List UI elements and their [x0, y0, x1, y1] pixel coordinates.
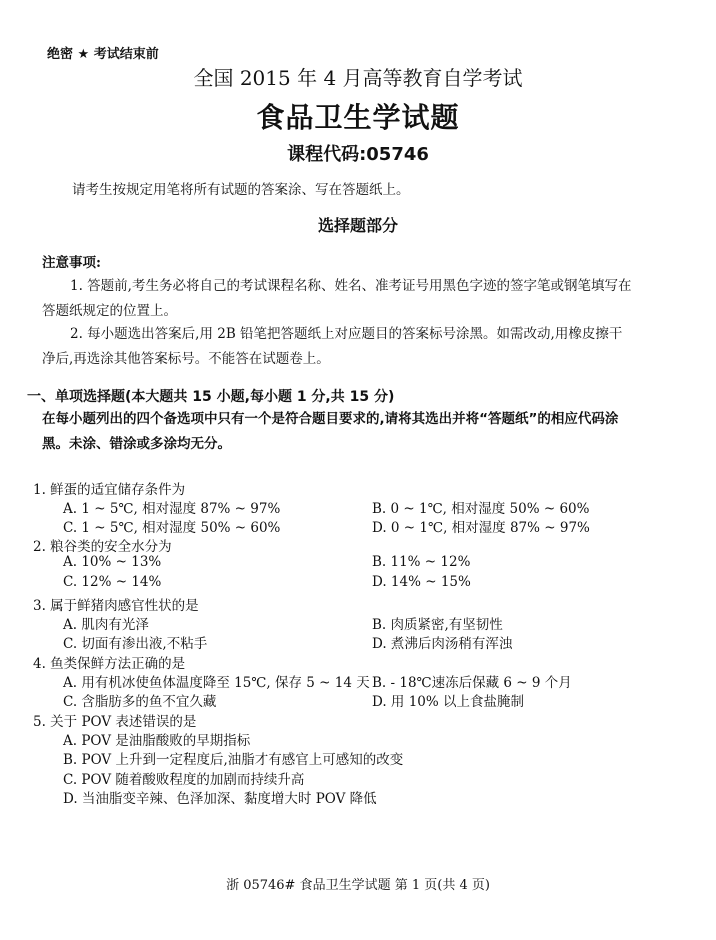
confidential-label: 绝密 ★ 考试结束前	[47, 47, 159, 62]
option-c: C. 12% ~ 14%	[63, 574, 162, 590]
option-a: A. 1 ~ 5℃, 相对湿度 87% ~ 97%	[63, 501, 281, 517]
option-a: A. 用有机冰使鱼体温度降至 15℃, 保存 5 ~ 14 天	[63, 675, 370, 691]
question-stem: 2. 粮谷类的安全水分为	[33, 539, 172, 555]
option-b: B. 肉质紧密,有坚韧性	[372, 617, 503, 633]
notes-title: 注意事项:	[42, 255, 101, 271]
question-stem: 1. 鲜蛋的适宜储存条件为	[33, 482, 186, 498]
question-stem: 3. 属于鲜猪肉感官性状的是	[33, 598, 199, 614]
option-d: D. 14% ~ 15%	[372, 574, 471, 590]
paper-title: 食品卫生学试题	[256, 101, 460, 134]
option-d: D. 当油脂变辛辣、色泽加深、黏度增大时 POV 降低	[63, 791, 377, 807]
exam-title: 全国 2015 年 4 月高等教育自学考试	[193, 66, 523, 90]
option-a: A. POV 是油脂酸败的早期指标	[63, 733, 251, 749]
question-stem: 4. 鱼类保鲜方法正确的是	[33, 656, 186, 672]
course-code: 课程代码:05746	[287, 144, 429, 165]
option-c: C. 含脂肪多的鱼不宜久藏	[63, 694, 217, 710]
option-d: D. 0 ~ 1℃, 相对湿度 87% ~ 97%	[372, 520, 590, 536]
note-1: 1. 答题前,考生务必将自己的考试课程名称、姓名、准考证号用黑色字迹的签字笔或钢笔填写在答题纸规定的位置上。	[42, 278, 632, 319]
section-heading: 选择题部分	[317, 216, 398, 235]
option-b: B. - 18℃速冻后保藏 6 ~ 9 个月	[372, 675, 572, 691]
page-footer: 浙 05746# 食品卫生学试题 第 1 页(共 4 页)	[226, 878, 490, 893]
option-c: C. 1 ~ 5℃, 相对湿度 50% ~ 60%	[63, 520, 281, 536]
option-c: C. 切面有渗出液,不粘手	[63, 636, 208, 652]
option-a: A. 10% ~ 13%	[63, 554, 162, 570]
option-b: B. POV 上升到一定程度后,油脂才有感官上可感知的改变	[63, 752, 404, 768]
option-d: D. 煮沸后肉汤稍有浑浊	[372, 636, 513, 652]
part-heading: 一、单项选择题(本大题共 15 小题,每小题 1 分,共 15 分)	[27, 389, 395, 405]
option-b: B. 0 ~ 1℃, 相对湿度 50% ~ 60%	[372, 501, 590, 517]
option-d: D. 用 10% 以上食盐腌制	[372, 694, 525, 710]
option-c: C. POV 随着酸败程度的加剧而持续升高	[63, 772, 305, 788]
note-2: 2. 每小题选出答案后,用 2B 铅笔把答题纸上对应题目的答案标号涂黑。如需改动,用橡皮擦干净后,再选涂其他答案标号。不能答在试题卷上。	[42, 326, 623, 367]
general-instruction: 请考生按规定用笔将所有试题的答案涂、写在答题纸上。	[72, 182, 410, 198]
question-stem: 5. 关于 POV 表述错误的是	[33, 714, 197, 730]
option-b: B. 11% ~ 12%	[372, 554, 471, 570]
part-instruction: 在每小题列出的四个备选项中只有一个是符合题目要求的,请将其选出并将“答题纸”的相应代码涂黑。未涂、错涂或多涂均无分。	[42, 411, 619, 452]
option-a: A. 肌肉有光泽	[63, 617, 149, 633]
